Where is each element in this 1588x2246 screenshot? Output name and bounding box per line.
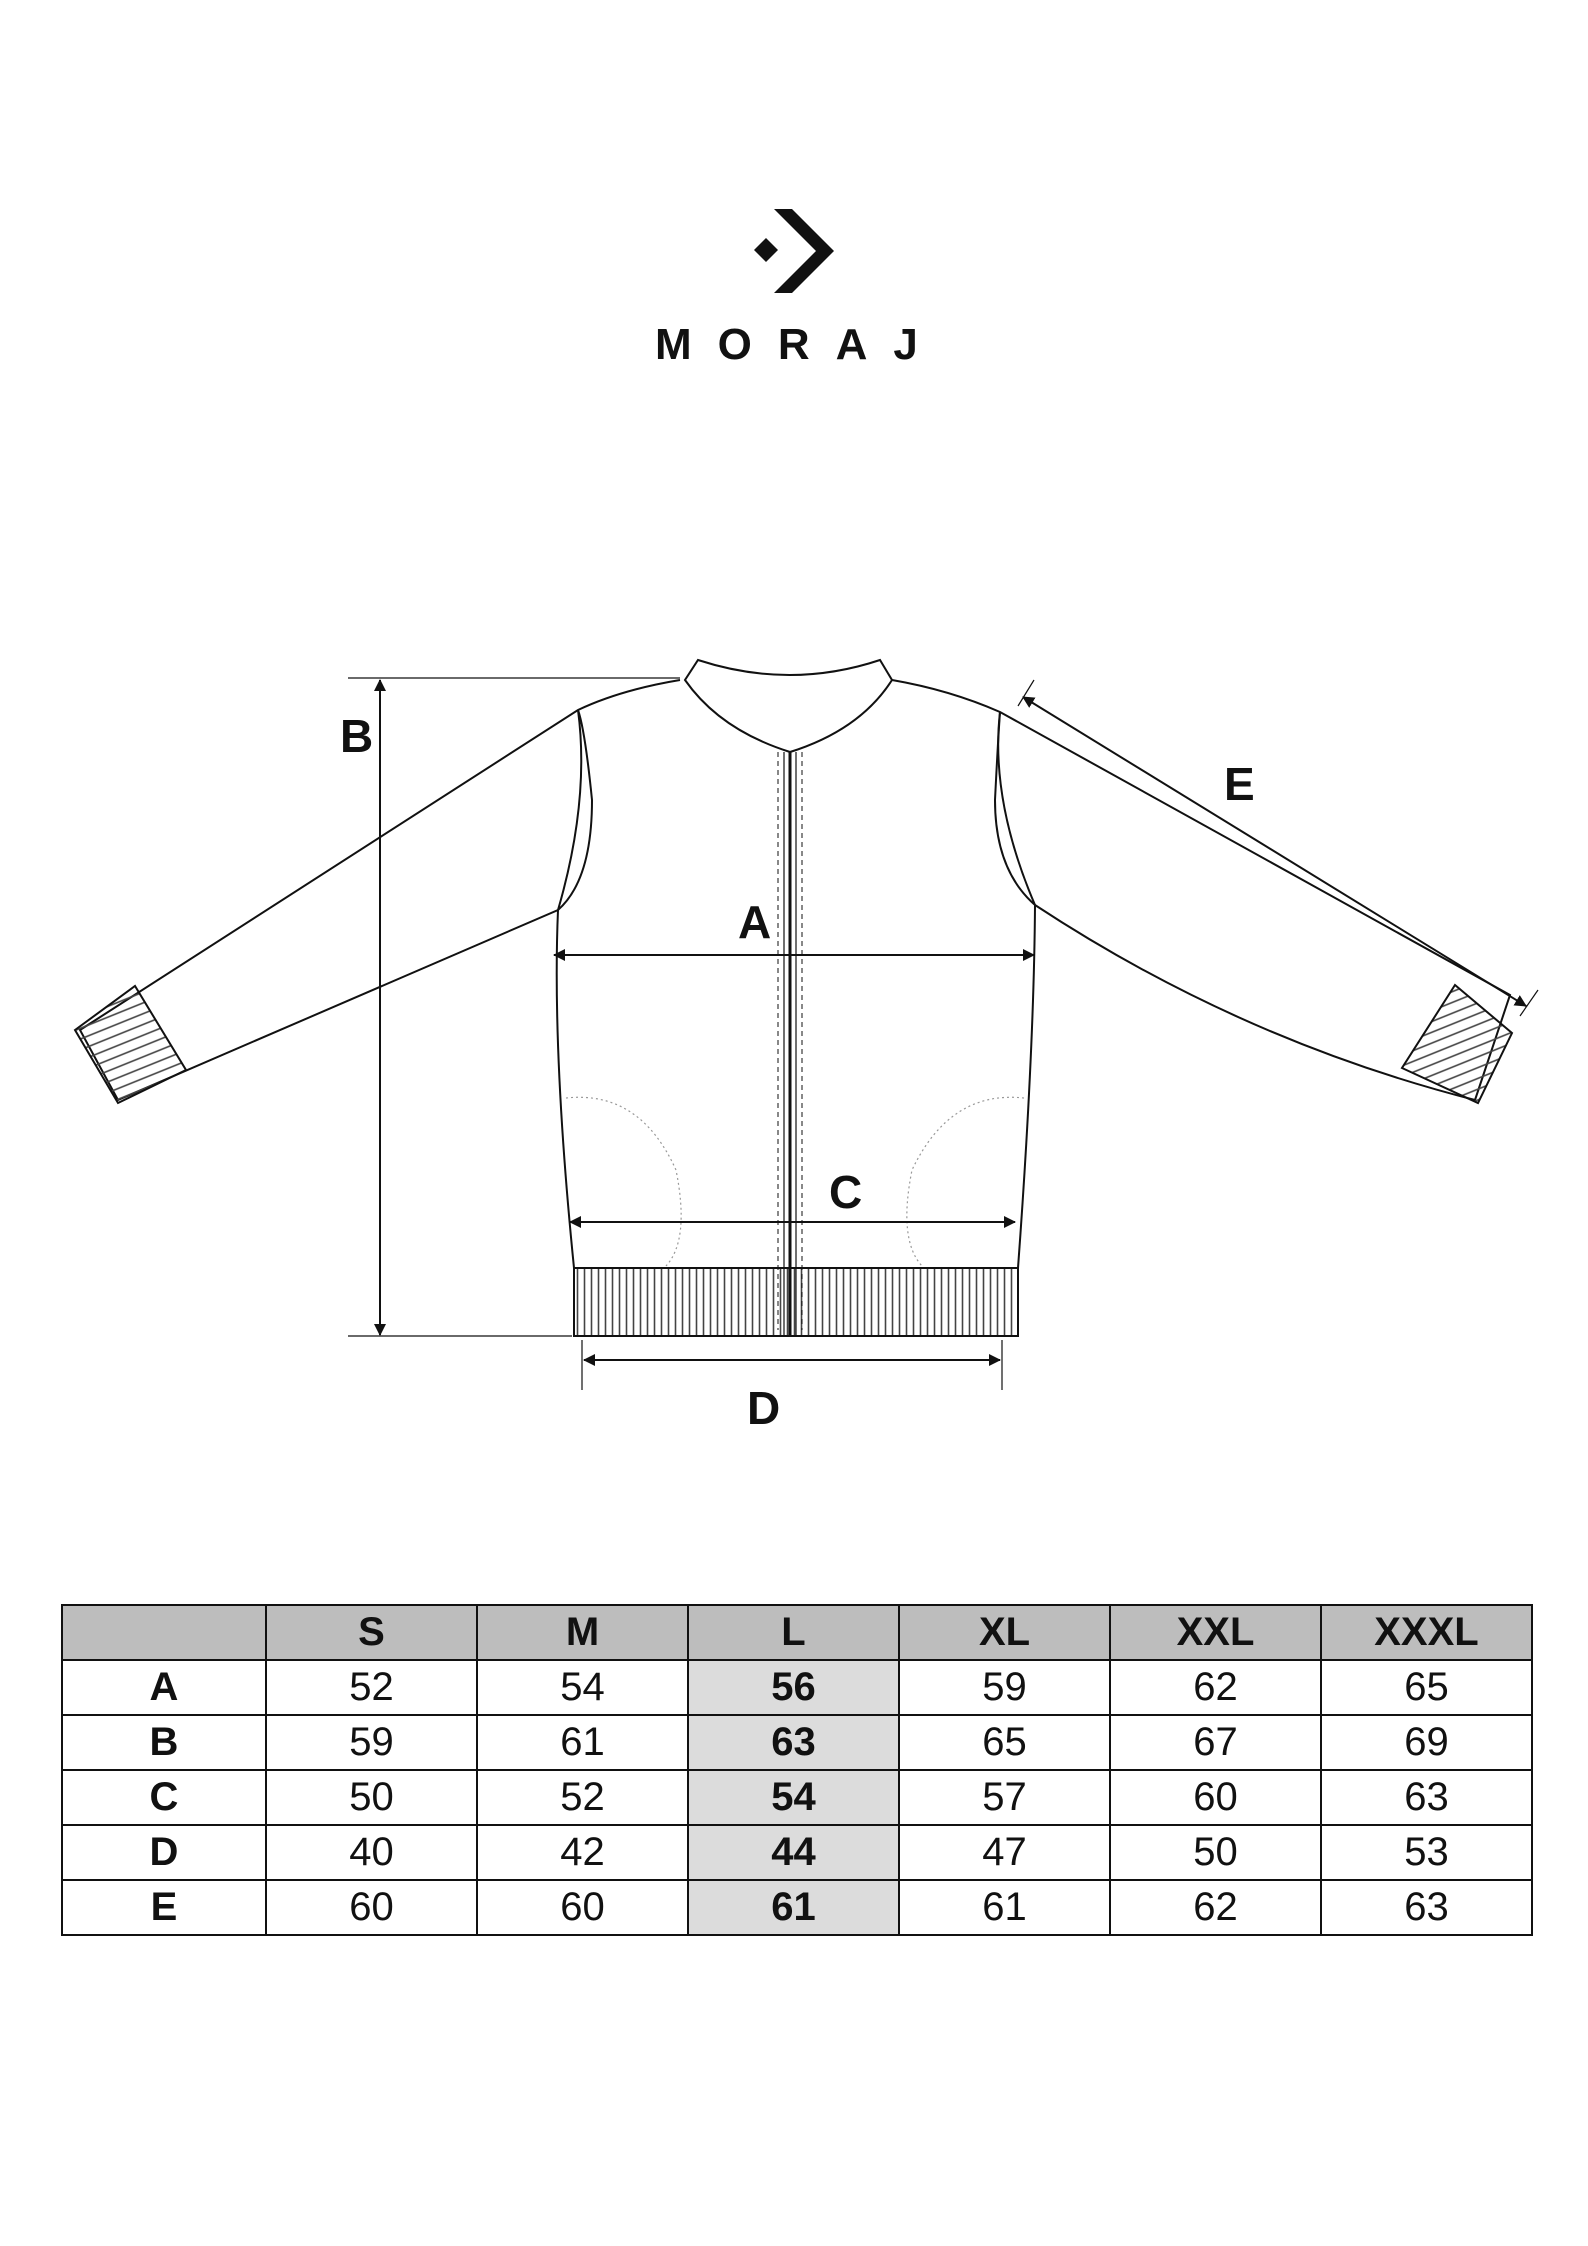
label-a: A [738,896,772,948]
table-cell: 60 [266,1880,477,1935]
label-c: C [829,1166,863,1218]
row-label-b: B [62,1715,266,1770]
table-cell: 59 [266,1715,477,1770]
table-cell: 60 [1110,1770,1321,1825]
size-header-xxxl: XXXL [1321,1605,1532,1660]
table-cell: 65 [1321,1660,1532,1715]
label-e: E [1224,758,1255,810]
table-cell: 69 [1321,1715,1532,1770]
table-cell: 50 [1110,1825,1321,1880]
table-row [62,1715,1532,1770]
table-cell: 63 [1321,1880,1532,1935]
table-cell: 59 [899,1660,1110,1715]
size-chart-table [61,1604,1533,1936]
label-d: D [747,1382,781,1434]
table-cell: 62 [1110,1880,1321,1935]
brand-name: MORAJ [655,320,944,369]
table-cell: 61 [477,1715,688,1770]
zipper [778,752,802,1336]
table-row [62,1660,1532,1715]
table-cell-highlight: 63 [688,1715,899,1770]
size-header-xxl: XXL [1110,1605,1321,1660]
left-cuff [75,986,186,1103]
table-row [62,1770,1532,1825]
table-cell: 40 [266,1825,477,1880]
table-corner-cell [62,1605,266,1660]
size-header-s: S [266,1605,477,1660]
table-cell-highlight: 54 [688,1770,899,1825]
table-cell: 53 [1321,1825,1532,1880]
size-header-m: M [477,1605,688,1660]
left-pocket [566,1097,681,1266]
table-cell: 47 [899,1825,1110,1880]
row-label-e: E [62,1880,266,1935]
jacket-outline [80,660,1510,1268]
table-cell: 60 [477,1880,688,1935]
size-header-xl: XL [899,1605,1110,1660]
table-cell: 57 [899,1770,1110,1825]
right-pocket [907,1097,1024,1266]
table-cell: 52 [477,1770,688,1825]
table-cell: 62 [1110,1660,1321,1715]
table-cell-highlight: 44 [688,1825,899,1880]
row-label-c: C [62,1770,266,1825]
table-cell: 61 [899,1880,1110,1935]
size-header-l: L [688,1605,899,1660]
table-cell: 65 [899,1715,1110,1770]
table-cell: 54 [477,1660,688,1715]
table-cell: 63 [1321,1770,1532,1825]
table-cell-highlight: 56 [688,1660,899,1715]
table-cell-highlight: 61 [688,1880,899,1935]
table-cell: 42 [477,1825,688,1880]
row-label-d: D [62,1825,266,1880]
table-cell: 67 [1110,1715,1321,1770]
label-b: B [340,710,374,762]
table-row [62,1880,1532,1935]
table-row [62,1825,1532,1880]
table-cell: 50 [266,1770,477,1825]
row-label-a: A [62,1660,266,1715]
table-header-row [62,1605,1532,1660]
table-cell: 52 [266,1660,477,1715]
